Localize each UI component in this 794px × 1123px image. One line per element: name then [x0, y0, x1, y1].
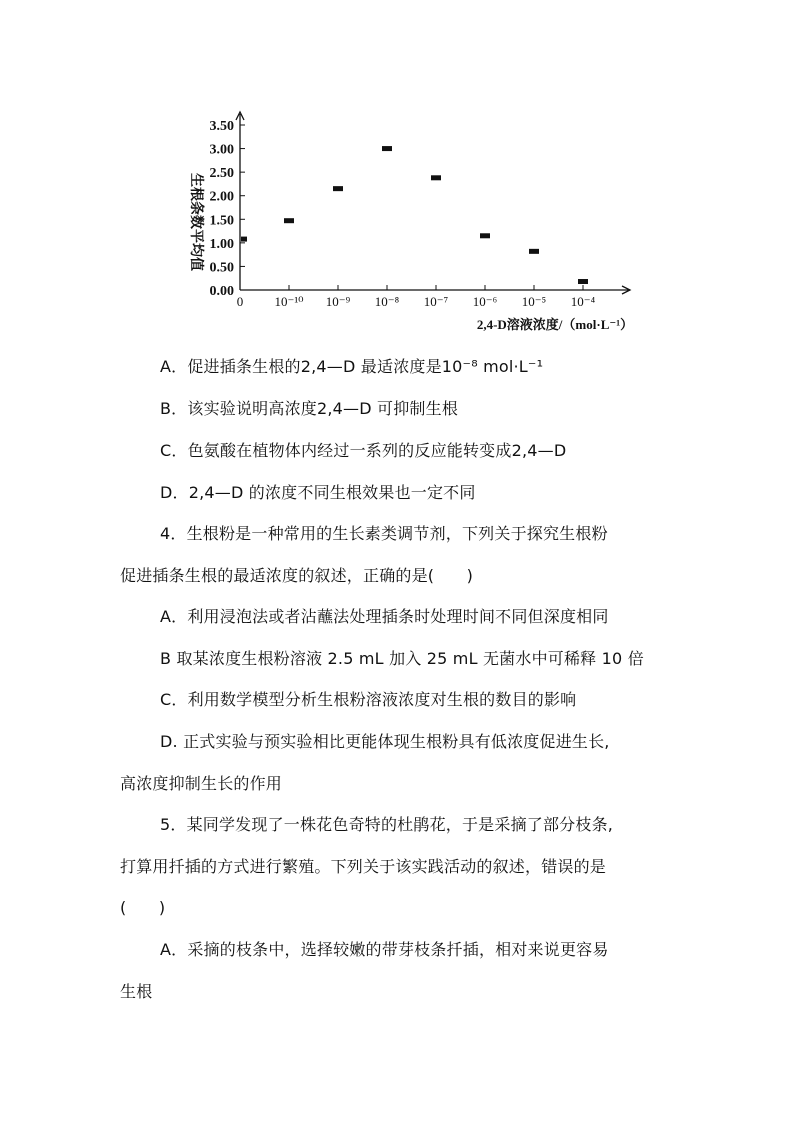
option-3a: A．促进插条生根的2,4—D 最适浓度是10⁻⁸ mol·L⁻¹ [160, 357, 544, 376]
x-tick-labels [237, 285, 596, 309]
option-5a-line2: 生根 [120, 982, 153, 1001]
option-4a: A．利用浸泡法或者沾蘸法处理插条时处理时间不同但深度相同 [160, 607, 609, 626]
question-5-stem-line2: 打算用扦插的方式进行繁殖。下列关于该实践活动的叙述，错误的是 [120, 857, 607, 876]
y-tick-label: 3.00 [209, 142, 234, 158]
data-marks [241, 146, 588, 284]
x-tick-label: 10⁻¹⁰ [274, 294, 304, 309]
question-5-stem-line3: ( ) [120, 898, 166, 917]
option-3d: D．2,4—D 的浓度不同生根效果也一定不同 [160, 483, 476, 502]
x-axis-label: 2,4-D溶液浓度/（mol·L⁻¹） [476, 317, 634, 332]
x-tick-label: 10⁻⁴ [570, 294, 596, 309]
x-tick-label: 10⁻⁵ [521, 294, 547, 309]
option-5a-line1: A．采摘的枝条中，选择较嫩的带芽枝条扦插，相对来说更容易 [160, 940, 609, 959]
y-axis-label: 生根条数平均值 [188, 173, 203, 271]
x-tick-label: 10⁻⁸ [374, 294, 400, 309]
x-tick-label: 10⁻⁷ [423, 294, 449, 309]
option-4c: C．利用数学模型分析生根粉溶液浓度对生根的数目的影响 [160, 690, 577, 709]
option-3b: B．该实验说明高浓度2,4—D 可抑制生根 [160, 399, 459, 418]
option-4d-line1: D. 正式实验与预实验相比更能体现生根粉具有低浓度促进生长, [160, 732, 610, 751]
x-tick-label: 0 [236, 294, 244, 309]
y-tick-label: 2.50 [209, 166, 234, 182]
chart-axes [236, 112, 630, 294]
data-point [241, 237, 247, 242]
data-point [382, 146, 392, 151]
data-point [431, 175, 441, 180]
question-5-stem-line1: 5．某同学发现了一株花色奇特的杜鹃花，于是采摘了部分枝条, [160, 815, 614, 834]
y-tick-label: 1.00 [209, 236, 234, 252]
option-3c: C．色氨酸在植物体内经过一系列的反应能转变成2,4—D [160, 441, 567, 460]
y-tick-label: 0.50 [209, 260, 234, 276]
option-4b: B 取某浓度生根粉溶液 2.5 mL 加入 25 mL 无菌水中可稀释 10 倍 [160, 649, 644, 668]
question-4-stem-line1: 4．生根粉是一种常用的生长素类调节剂，下列关于探究生根粉 [160, 524, 608, 543]
y-tick-label: 1.50 [209, 213, 234, 229]
y-tick-label: 2.00 [209, 189, 234, 205]
option-4d-line2: 高浓度抑制生长的作用 [120, 774, 283, 793]
question-4-stem-line2: 促进插条生根的最适浓度的叙述，正确的是( ) [120, 566, 474, 585]
data-point [480, 233, 490, 238]
root-count-chart [170, 110, 670, 335]
y-tick-label: 0.00 [209, 284, 234, 299]
data-point [529, 249, 539, 254]
x-tick-label: 10⁻⁶ [472, 294, 498, 309]
data-point [284, 218, 294, 223]
y-tick-label: 3.50 [209, 119, 234, 134]
data-point [333, 186, 343, 191]
data-point [578, 279, 588, 284]
x-tick-label: 10⁻⁹ [325, 294, 351, 309]
